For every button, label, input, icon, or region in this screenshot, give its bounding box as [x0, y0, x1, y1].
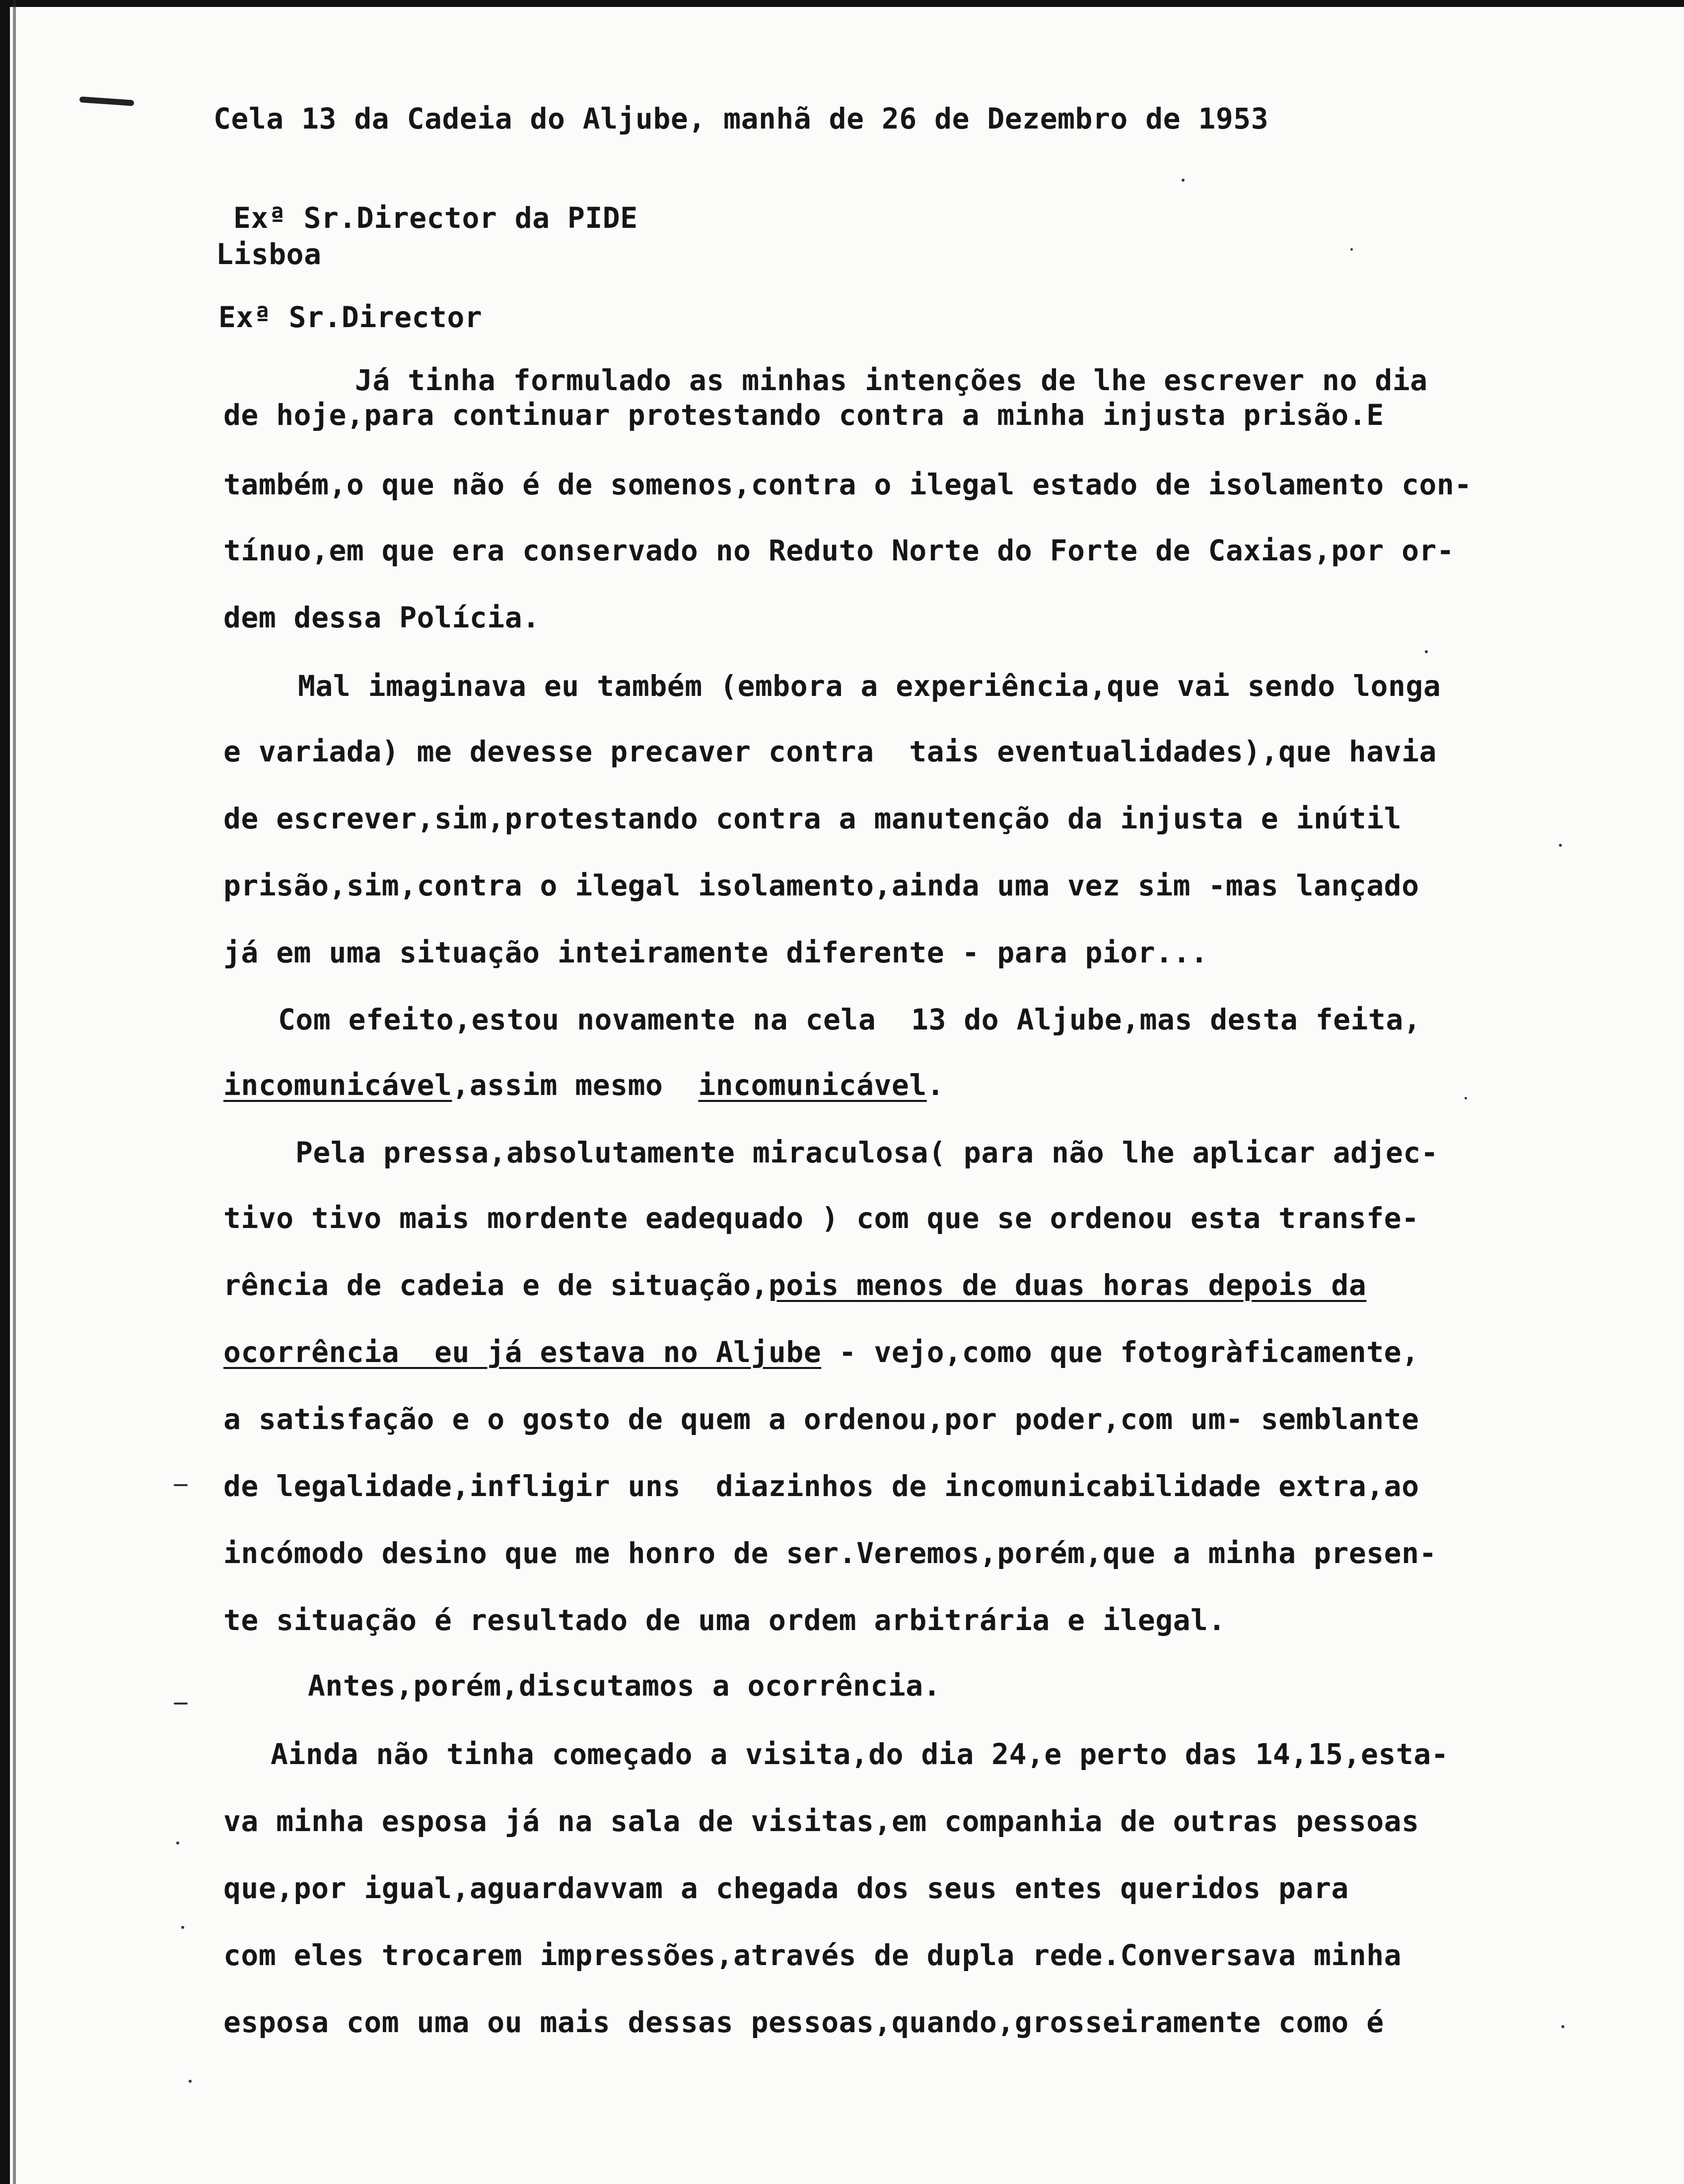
body-line: também,o que não é de somenos,contra o ilegal estado de isolamento con-	[223, 468, 1472, 501]
underlined-phrase: incomunicável	[223, 1068, 452, 1102]
body-line: e variada) me devesse precaver contra tais eventualidades),que havia	[223, 735, 1437, 768]
body-line-emphasis	[223, 1335, 1419, 1369]
body-text: ,assim mesmo	[452, 1068, 699, 1102]
scan-speck	[1559, 844, 1562, 847]
scan-border-top	[0, 0, 1684, 7]
margin-ink-mark	[79, 96, 135, 106]
body-line: tínuo,em que era conservado no Reduto Norte do Forte de Caxias,por or-	[223, 534, 1455, 567]
body-line: Pela pressa,absolutamente miraculosa( para não lhe aplicar adjec-	[295, 1136, 1439, 1169]
body-line-emphasis	[223, 1068, 944, 1102]
letter-heading: Cela 13 da Cadeia do Aljube, manhã de 26 de Dezembro de 1953	[213, 102, 1269, 136]
body-line: prisão,sim,contra o ilegal isolamento,ainda uma vez sim -mas lançado	[223, 869, 1419, 902]
underlined-phrase: pois menos de duas horas depois da	[769, 1268, 1367, 1302]
scan-speck	[181, 1926, 184, 1929]
body-line: te situação é resultado de uma ordem arbitrária e ilegal.	[223, 1603, 1226, 1637]
body-line: a satisfação e o gosto de quem a ordenou,por poder,com um- semblante	[223, 1402, 1419, 1436]
salutation: Exª Sr.Director	[218, 300, 483, 334]
scan-speck	[189, 2080, 192, 2083]
body-line: Já tinha formulado as minhas intenções de lhe escrever no dia	[355, 363, 1428, 397]
scan-dash	[174, 1484, 188, 1486]
body-text: .	[926, 1068, 945, 1102]
body-line: de hoje,para continuar protestando contra a minha injusta prisão.E	[223, 398, 1384, 432]
addressee-city: Lisboa	[216, 237, 322, 271]
body-line: Antes,porém,discutamos a ocorrência.	[308, 1669, 941, 1703]
underlined-phrase: ocorrência eu já estava no Aljube	[223, 1335, 822, 1369]
body-line: de legalidade,infligir uns diazinhos de incomunicabilidade extra,ao	[223, 1469, 1419, 1503]
body-text: rência de cadeia e de situação,	[223, 1268, 769, 1302]
scan-speck	[1350, 248, 1353, 251]
underlined-phrase: incomunicável	[698, 1068, 927, 1102]
body-line: de escrever,sim,protestando contra a manutenção da injusta e inútil	[223, 802, 1402, 835]
body-line: va minha esposa já na sala de visitas,em companhia de outras pessoas	[223, 1804, 1419, 1838]
scan-speck	[1425, 650, 1428, 653]
body-line: dem dessa Polícia.	[223, 601, 540, 634]
scan-speck	[1182, 179, 1185, 182]
body-line: Mal imaginava eu também (embora a experiência,que vai sendo longa	[298, 669, 1441, 703]
body-line: que,por igual,aguardavvam a chegada dos seus entes queridos para	[223, 1871, 1349, 1905]
body-text: - vejo,como que fotogràficamente,	[821, 1335, 1419, 1369]
body-line: Com efeito,estou novamente na cela 13 do Aljube,mas desta feita,	[278, 1003, 1421, 1036]
scan-dash	[174, 1703, 188, 1705]
body-line: já em uma situação inteiramente diferente - para pior...	[223, 936, 1208, 969]
scan-speck	[1561, 2025, 1564, 2028]
body-line: com eles trocarem impressões,através de dupla rede.Conversava minha	[223, 1938, 1402, 1972]
scan-speck	[1465, 1097, 1467, 1099]
body-line-emphasis	[223, 1268, 1366, 1302]
scan-speck	[176, 1842, 179, 1844]
addressee-title: Exª Sr.Director da PIDE	[233, 201, 638, 235]
body-line: incómodo desino que me honro de ser.Veremos,porém,que a minha presen-	[223, 1536, 1437, 1570]
body-line: esposa com uma ou mais dessas pessoas,quando,grosseiramente como é	[223, 2005, 1384, 2039]
body-line: Ainda não tinha começado a visita,do dia 24,e perto das 14,15,esta-	[271, 1737, 1449, 1771]
body-line: tivo tivo mais mordente eadequado ) com que se ordenou esta transfe-	[223, 1201, 1419, 1235]
